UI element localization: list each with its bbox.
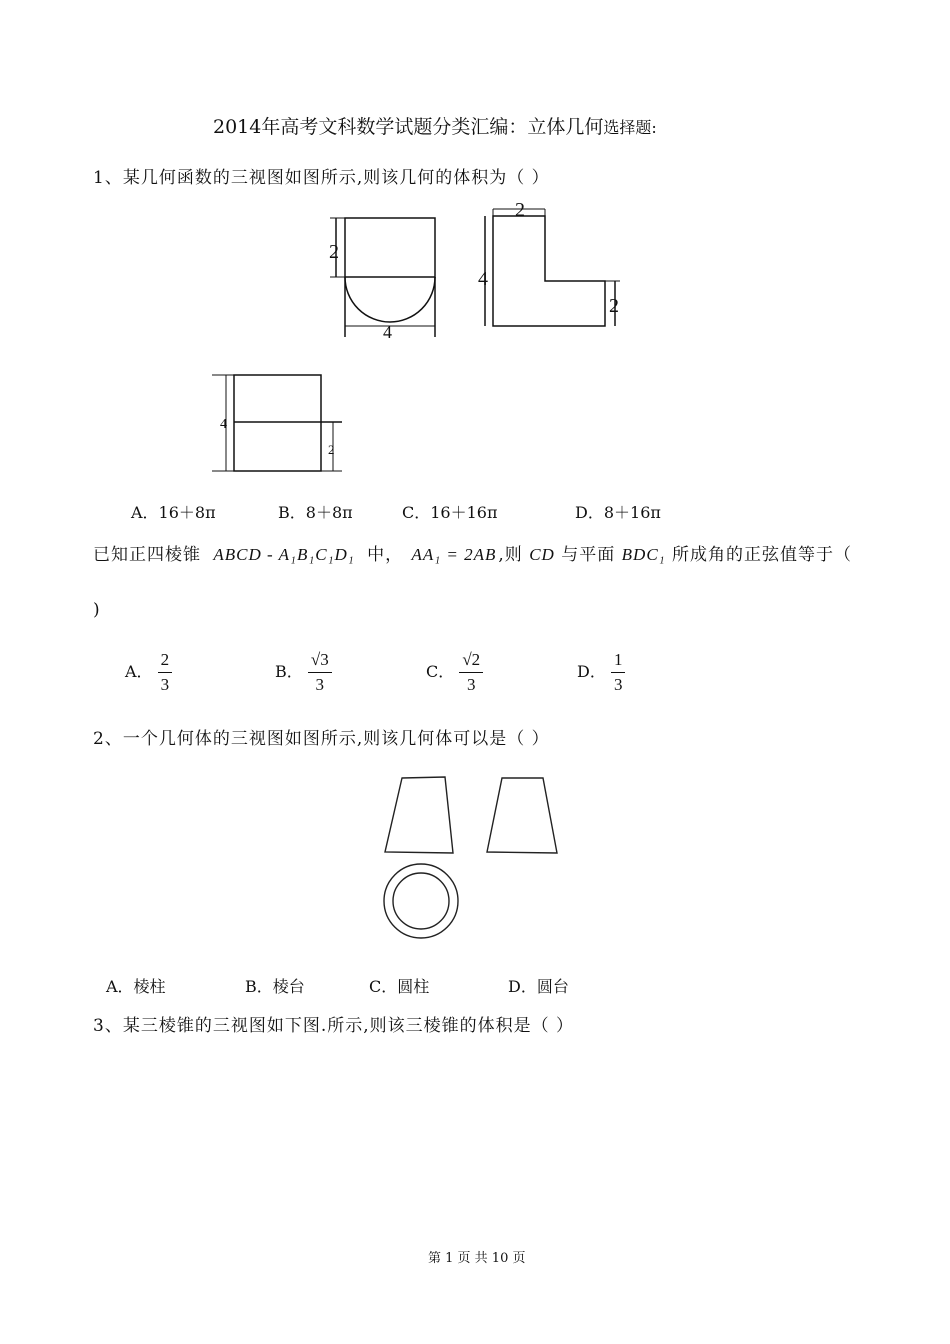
q1b-text-2: 中，: [367, 545, 404, 565]
front-width-label: 4: [383, 322, 392, 342]
q1b-math-cd: CD: [529, 545, 555, 564]
q1b-option-b: [275, 650, 332, 695]
frac-num: 2: [160, 650, 170, 669]
frac-num: √3: [310, 650, 329, 669]
q1b-option-d: [577, 650, 625, 695]
question-2-text: 2、一个几何体的三视图如图所示,则该几何体可以是（ ）: [93, 729, 550, 749]
q1b-option-b-label: B．: [275, 662, 303, 681]
frac-den: 3: [613, 675, 623, 694]
q1b-option-c-frac: [459, 650, 483, 695]
q1b-option-a-label: A．: [125, 662, 153, 681]
q1b-option-b-frac: [308, 650, 332, 695]
frac-den: 3: [315, 675, 325, 694]
q1-front-view: [320, 210, 445, 345]
q1b-math-plane: BDC₁: [621, 545, 666, 564]
q2-option-b: B．棱台: [245, 977, 305, 996]
q1b-option-a: [125, 650, 172, 695]
q1-option-b: B．8＋8π: [278, 503, 353, 522]
q1b-math-prism: ABCD - A₁B₁C₁D₁: [213, 545, 355, 564]
q1b-line: [93, 540, 852, 565]
question-1-text: 1、某几何函数的三视图如图所示,则该几何的体积为（ ）: [93, 168, 550, 188]
q1b-option-c: [426, 650, 483, 695]
question-3-text: 3、某三棱锥的三视图如下图.所示,则该三棱锥的体积是（ ）: [93, 1016, 575, 1036]
q2-option-d: D．圆台: [508, 977, 569, 996]
q2-front-trapezoid: [385, 777, 453, 853]
q1b-text-1: 已知正四棱锥: [93, 545, 201, 565]
q1b-option-d-frac: [611, 650, 626, 695]
q1b-close-paren: ): [93, 600, 101, 620]
q2-three-views: [380, 770, 565, 945]
frac-num: √2: [462, 650, 481, 669]
side-height-label: 4: [478, 268, 488, 290]
q1b-option-a-frac: [158, 650, 173, 695]
side-top-label: 2: [515, 199, 525, 221]
frac-den: 3: [467, 675, 476, 694]
q1b-text-5: 所成角的正弦值等于（: [671, 545, 852, 565]
front-height-label: 2: [329, 241, 339, 263]
frac-den: 3: [160, 675, 170, 694]
q1-option-d: D．8＋16π: [575, 503, 661, 522]
q1b-option-c-label: C．: [426, 662, 455, 681]
top-total-label: 4: [220, 417, 227, 432]
q2-outer-circle: [384, 864, 458, 938]
q1b-math-ratio: AA₁ = 2AB: [411, 545, 497, 564]
q1b-text-4: 与平面: [561, 545, 616, 565]
q1-side-view: [475, 195, 635, 335]
q1-option-c: C．16＋16π: [402, 503, 498, 522]
q1-top-view: [205, 370, 350, 475]
q2-option-a: A．棱柱: [106, 977, 166, 996]
q1-option-a: A．16＋8π: [131, 503, 216, 522]
frac-num: 1: [613, 650, 623, 669]
q1b-text-3: ,则: [498, 545, 523, 565]
q1b-option-d-label: D．: [577, 662, 606, 681]
q2-option-c: C．圆柱: [369, 977, 430, 996]
title-suffix: 选择题:: [603, 118, 657, 137]
title-main: 2014年高考文科数学试题分类汇编：立体几何: [213, 116, 604, 138]
side-low-label: 2: [609, 295, 619, 317]
q2-inner-circle: [393, 873, 449, 929]
page-title: [213, 112, 657, 139]
q2-side-trapezoid: [487, 778, 557, 853]
top-low-label: 2: [328, 442, 335, 457]
page-number-footer: 第 1 页 共 10 页: [428, 1251, 526, 1266]
